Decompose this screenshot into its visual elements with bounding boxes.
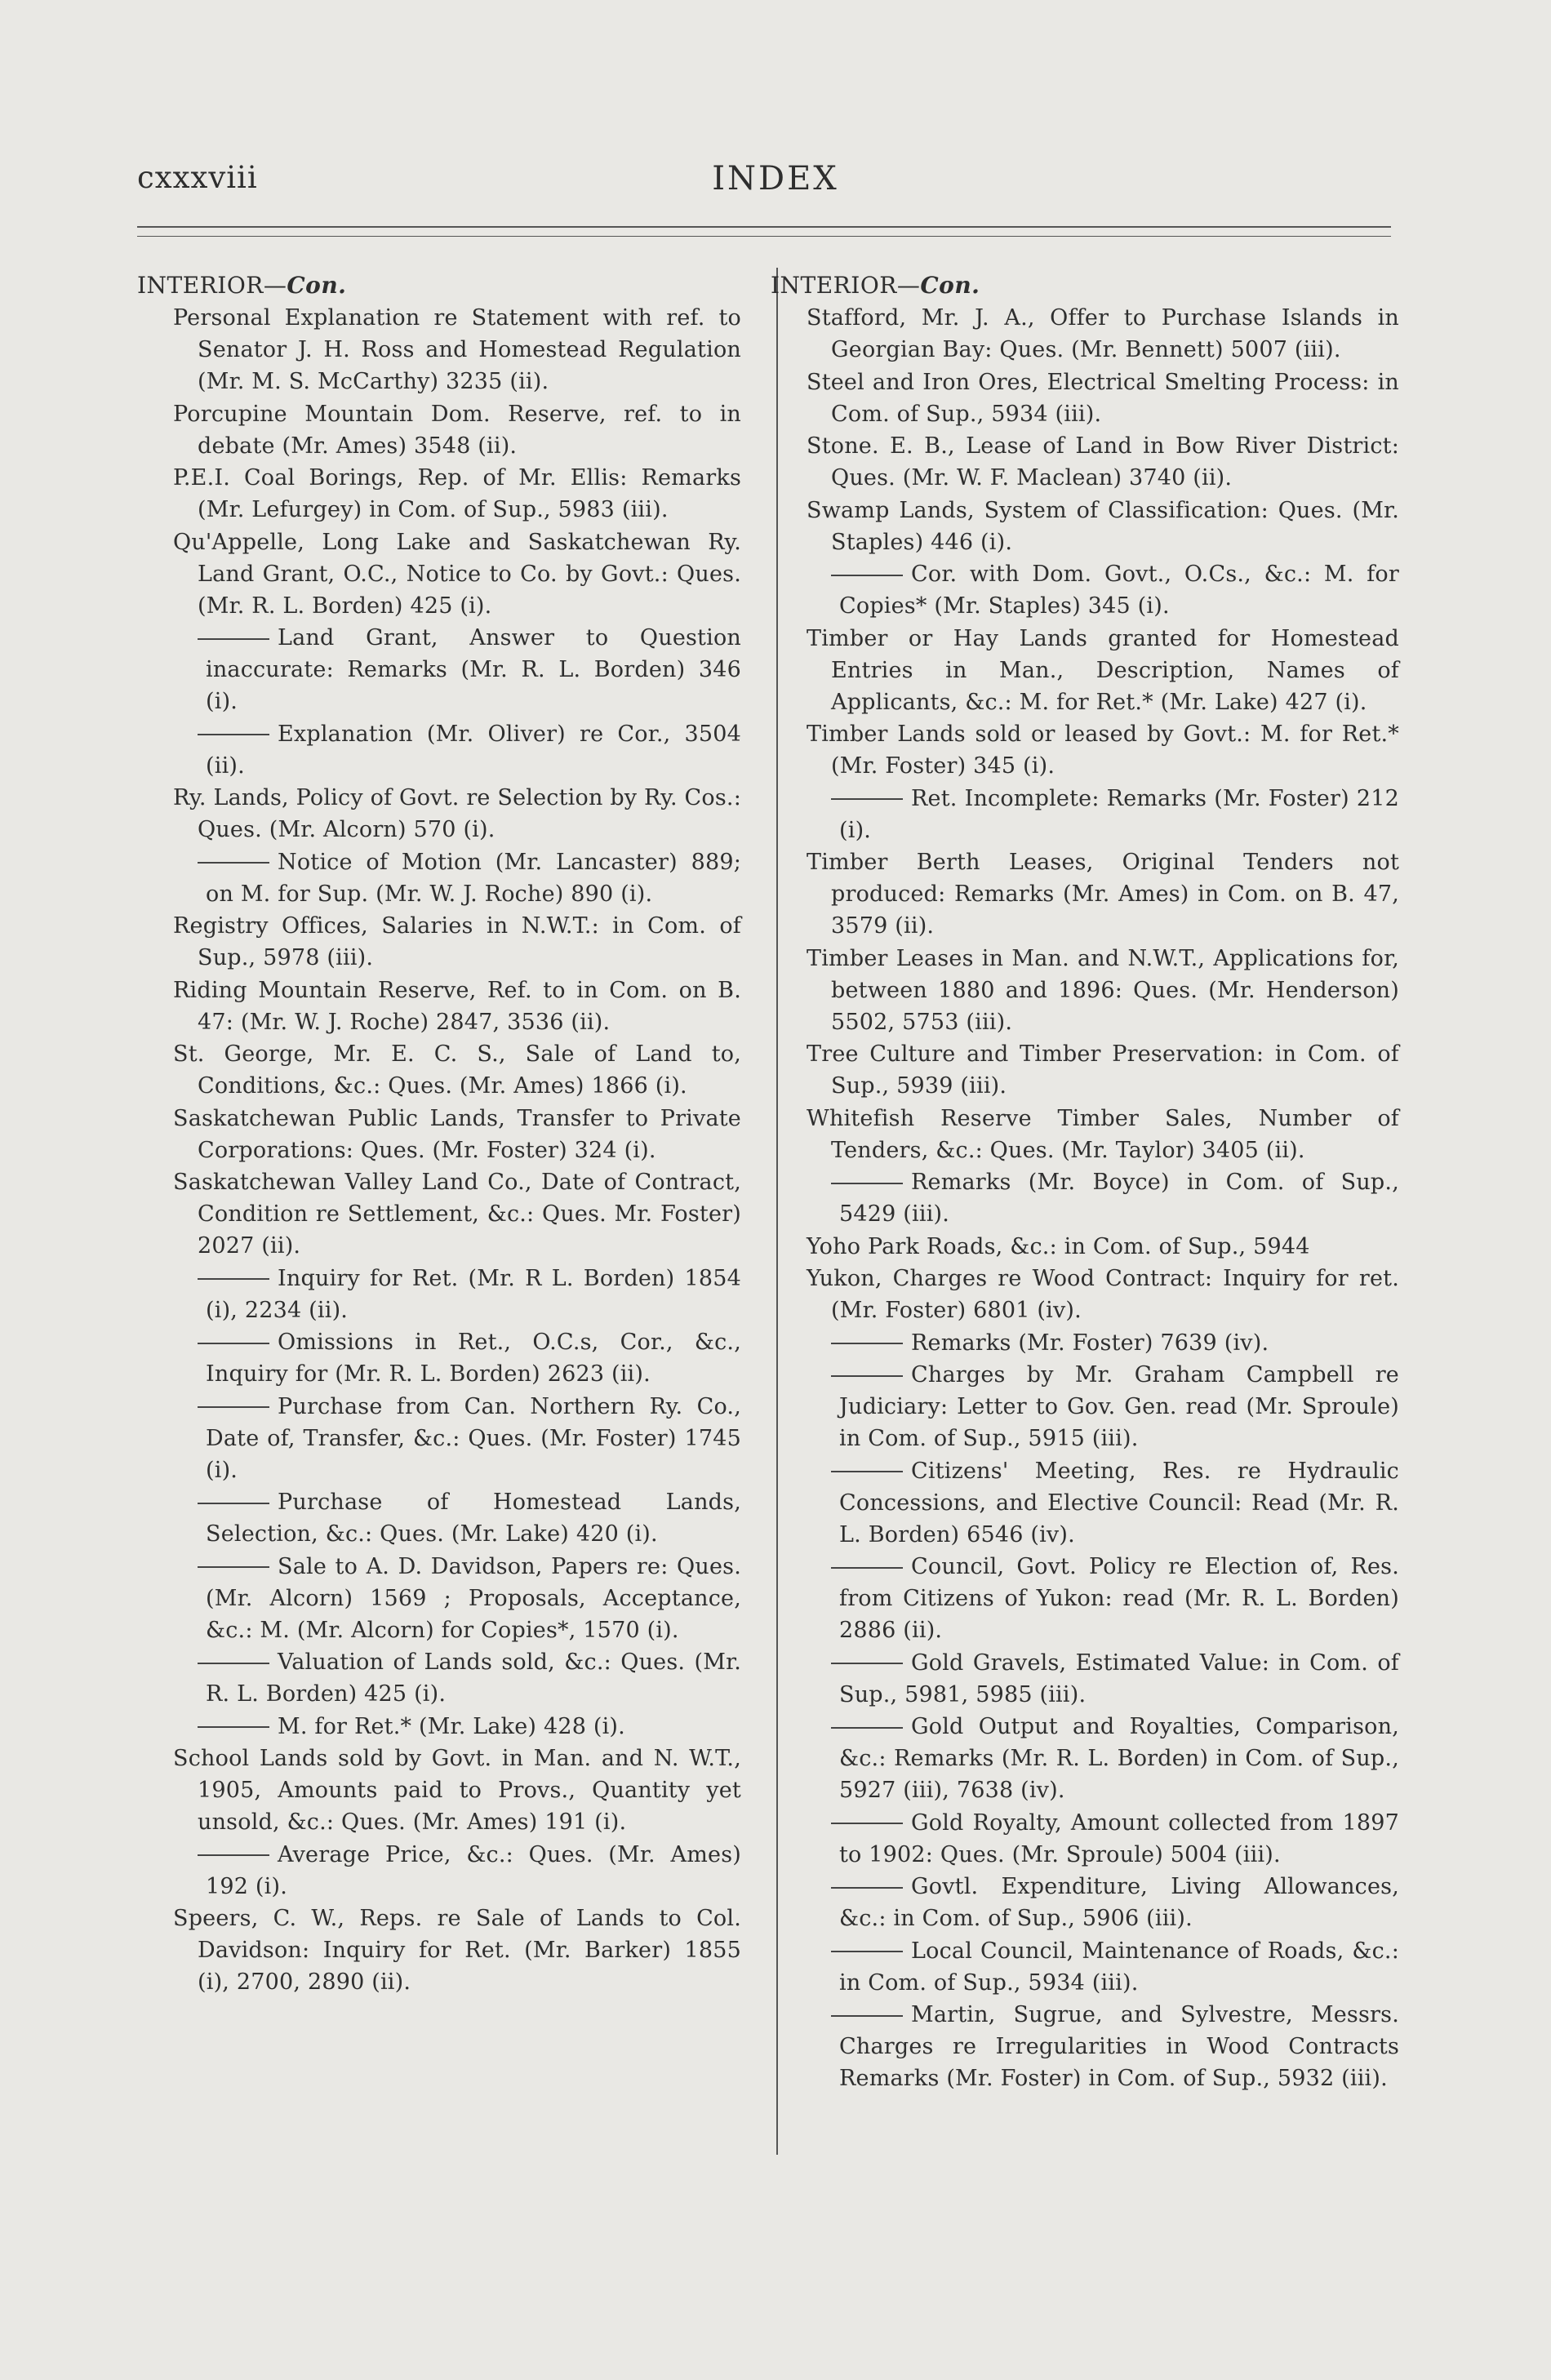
ditto-dash <box>831 575 903 576</box>
entry-text: Charges by Mr. Graham Campbell re Judiciary: Letter to Gov. Gen. read (Mr. Sproule) in Com. of Sup., 5915 (iii). <box>839 1362 1399 1451</box>
index-entry <box>807 846 1399 942</box>
entry-text: Saskatchewan Public Lands, Transfer to Private Corporations: Ques. (Mr. Foster) 324 (i). <box>173 1105 741 1163</box>
index-subentry <box>831 1999 1399 2094</box>
ditto-dash <box>831 1663 903 1664</box>
entry-text: Valuation of Lands sold, &c.: Ques. (Mr. R. L. Borden) 425 (i). <box>206 1650 741 1707</box>
ditto-dash <box>831 1951 903 1952</box>
ditto-dash <box>831 1823 903 1824</box>
entry-text: Omissions in Ret., O.C.s, Cor., &c., Inquiry for (Mr. R. L. Borden) 2623 (ii). <box>206 1330 741 1387</box>
entry-text: Govtl. Expenditure, Living Allowances, &c.: in Com. of Sup., 5906 (iii). <box>839 1874 1399 1931</box>
index-entry <box>807 430 1399 494</box>
index-entry <box>807 1263 1399 1326</box>
entry-text: Yoho Park Roads, &c.: in Com. of Sup., 5944 <box>807 1233 1310 1259</box>
entry-text: Gold Royalty, Amount collected from 1897 to 1902: Ques. (Mr. Sproule) 5004 (iii). <box>839 1809 1399 1867</box>
index-entry <box>173 782 741 846</box>
index-entry <box>173 975 741 1038</box>
entry-text: Timber Lands sold or leased by Govt.: M. for Ret.* (Mr. Foster) 345 (i). <box>807 722 1399 779</box>
entry-text: Qu'Appelle, Long Lake and Saskatchewan Ry. Land Grant, O.C., Notice to Co. by Govt.: Ques. (Mr. R. L. Borden) 425 (i). <box>173 529 741 619</box>
entry-text: Purchase from Can. Northern Ry. Co., Date of, Transfer, &c.: Ques. (Mr. Foster) 1745 (i). <box>206 1393 741 1483</box>
index-entry <box>173 462 741 526</box>
ditto-dash <box>831 798 903 800</box>
index-subentry <box>198 1391 741 1486</box>
section-heading-main: INTERIOR— <box>771 272 921 299</box>
index-subentry <box>198 622 741 717</box>
entry-text: Timber or Hay Lands granted for Homestead Entries in Man., Description, Names of Applicants, &c.: M. for Ret.* (Mr. Lake) 427 (i). <box>807 625 1399 715</box>
entry-text: Average Price, &c.: Ques. (Mr. Ames) 192 (i). <box>206 1841 741 1899</box>
ditto-dash <box>198 1566 269 1568</box>
page-header <box>0 0 1551 245</box>
ditto-dash <box>198 1726 269 1728</box>
section-heading-continued: Con. <box>287 272 347 299</box>
index-subentry <box>831 1871 1399 1934</box>
entry-text: Sale to A. D. Davidson, Papers re: Ques. (Mr. Alcorn) 1569 ; Proposals, Acceptance, &c.: M. (Mr. Alcorn) for Copies*, 1570 (i). <box>206 1553 741 1643</box>
index-column-right <box>771 269 1399 2095</box>
index-subentry <box>831 1807 1399 1871</box>
index-entry <box>173 1103 741 1166</box>
section-heading <box>771 269 1399 301</box>
index-subentry <box>831 1551 1399 1646</box>
entry-text: Remarks (Mr. Foster) 7639 (iv). <box>911 1330 1269 1356</box>
index-subentry <box>831 1935 1399 1999</box>
entry-text: Land Grant, Answer to Question inaccurate: Remarks (Mr. R. L. Borden) 346 (i). <box>206 625 741 714</box>
entry-text: Whitefish Reserve Timber Sales, Number of Tenders, &c.: Ques. (Mr. Taylor) 3405 (ii). <box>807 1105 1399 1163</box>
index-subentry <box>198 1711 741 1743</box>
section-heading <box>137 269 741 301</box>
ditto-dash <box>831 1567 903 1569</box>
index-subentry <box>831 783 1399 846</box>
index-entry <box>807 1103 1399 1166</box>
index-column-left <box>137 269 741 1999</box>
header-rule-thin <box>137 236 1391 237</box>
index-subentry <box>198 1839 741 1903</box>
entry-text: Citizens' Meeting, Res. re Hydraulic Concessions, and Elective Council: Read (Mr. R. L. Borden) 6546 (iv). <box>839 1458 1399 1547</box>
index-entries-left <box>137 302 741 1998</box>
ditto-dash <box>198 1406 269 1408</box>
index-entry <box>173 1903 741 1998</box>
entry-text: Explanation (Mr. Oliver) re Cor., 3504 (ii). <box>206 721 741 779</box>
index-entry <box>173 1166 741 1262</box>
index-subentry <box>198 1551 741 1646</box>
index-entry <box>173 398 741 462</box>
entry-text: Stafford, Mr. J. A., Offer to Purchase Islands in Georgian Bay: Ques. (Mr. Bennett) 5007 (iii). <box>807 305 1399 362</box>
entry-text: Remarks (Mr. Boyce) in Com. of Sup., 5429 (iii). <box>839 1170 1399 1227</box>
entry-text: Saskatchewan Valley Land Co., Date of Contract, Condition re Settlement, &c.: Ques. Mr. Foster) 2027 (ii). <box>173 1170 741 1259</box>
entry-text: P.E.I. Coal Borings, Rep. of Mr. Ellis: Remarks (Mr. Lefurgey) in Com. of Sup., 5983 (iii). <box>173 465 741 522</box>
index-entry <box>807 302 1399 366</box>
entry-text: Timber Leases in Man. and N.W.T., Applications for, between 1880 and 1896: Ques. (Mr. Henderson) 5502, 5753 (iii). <box>807 945 1399 1035</box>
entry-text: Local Council, Maintenance of Roads, &c.: in Com. of Sup., 5934 (iii). <box>839 1938 1399 1996</box>
index-entries-right <box>771 302 1399 2094</box>
entry-text: Porcupine Mountain Dom. Reserve, ref. to in debate (Mr. Ames) 3548 (ii). <box>173 401 741 459</box>
entry-text: Purchase of Homestead Lands, Selection, &c.: Ques. (Mr. Lake) 420 (i). <box>206 1490 741 1547</box>
entry-text: Personal Explanation re Statement with ref. to Senator J. H. Ross and Homestead Regulation (Mr. M. S. McCarthy) 3235 (ii). <box>173 305 741 394</box>
ditto-dash <box>198 1503 269 1504</box>
ditto-dash <box>831 1343 903 1344</box>
entry-text: Steel and Iron Ores, Electrical Smelting Process: in Com. of Sup., 5934 (iii). <box>807 369 1399 427</box>
entry-text: Tree Culture and Timber Preservation: in Com. of Sup., 5939 (iii). <box>807 1041 1399 1099</box>
entry-text: Registry Offices, Salaries in N.W.T.: in Com. of Sup., 5978 (iii). <box>173 913 741 970</box>
entry-text: M. for Ret.* (Mr. Lake) 428 (i). <box>278 1713 625 1739</box>
entry-text: Ret. Incomplete: Remarks (Mr. Foster) 212 (i). <box>839 785 1399 843</box>
entry-text: Gold Gravels, Estimated Value: in Com. of Sup., 5981, 5985 (iii). <box>839 1650 1399 1707</box>
index-entry <box>173 302 741 397</box>
entry-text: Timber Berth Leases, Original Tenders not produced: Remarks (Mr. Ames) in Com. on B. 47, 3579 (ii). <box>807 850 1399 939</box>
page-title: INDEX <box>712 160 839 198</box>
entry-text: Council, Govt. Policy re Election of, Res. from Citizens of Yukon: read (Mr. R. L. Borden) 2886 (ii). <box>839 1554 1399 1643</box>
entry-text: St. George, Mr. E. C. S., Sale of Land to, Conditions, &c.: Ques. (Mr. Ames) 1866 (i). <box>173 1041 741 1099</box>
index-entry <box>807 623 1399 718</box>
index-entry <box>807 366 1399 430</box>
entry-text: Inquiry for Ret. (Mr. R L. Borden) 1854 (i), 2234 (ii). <box>206 1265 741 1323</box>
ditto-dash <box>831 1887 903 1889</box>
index-subentry <box>198 718 741 782</box>
index-subentry <box>831 1711 1399 1806</box>
entry-text: Gold Output and Royalties, Comparison, &c.: Remarks (Mr. R. L. Borden) in Com. of Sup., 5927 (iii), 7638 (iv). <box>839 1714 1399 1803</box>
index-subentry <box>198 1263 741 1326</box>
ditto-dash <box>831 2015 903 2017</box>
ditto-dash <box>198 1343 269 1344</box>
ditto-dash <box>831 1375 903 1377</box>
entry-text: School Lands sold by Govt. in Man. and N. W.T., 1905, Amounts paid to Provs., Quantity yet unsold, &c.: Ques. (Mr. Ames) 191 (i). <box>173 1746 741 1835</box>
index-entry <box>173 1038 741 1102</box>
ditto-dash <box>831 1183 903 1184</box>
index-subentry <box>831 1647 1399 1711</box>
ditto-dash <box>831 1727 903 1729</box>
index-entry <box>807 1231 1399 1263</box>
entry-text: Speers, C. W., Reps. re Sale of Lands to Col. Davidson: Inquiry for Ret. (Mr. Barker) 1855 (i), 2700, 2890 (ii). <box>173 1906 741 1995</box>
index-entry <box>807 1038 1399 1102</box>
ditto-dash <box>198 1854 269 1856</box>
index-subentry <box>831 1166 1399 1230</box>
ditto-dash <box>831 1471 903 1472</box>
index-subentry <box>831 558 1399 622</box>
section-heading-continued: Con. <box>920 272 980 299</box>
index-subentry <box>198 1646 741 1710</box>
index-subentry <box>831 1359 1399 1454</box>
entry-text: Ry. Lands, Policy of Govt. re Selection by Ry. Cos.: Ques. (Mr. Alcorn) 570 (i). <box>173 785 741 842</box>
entry-text: Martin, Sugrue, and Sylvestre, Messrs. Charges re Irregularities in Wood Contracts Remarks (Mr. Foster) in Com. of Sup., 5932 (iii). <box>839 2002 1399 2091</box>
entry-text: Stone. E. B., Lease of Land in Bow River District: Ques. (Mr. W. F. Maclean) 3740 (ii). <box>807 433 1399 491</box>
entry-text: Cor. with Dom. Govt., O.Cs., &c.: M. for Copies* (Mr. Staples) 345 (i). <box>839 562 1399 619</box>
section-heading-main: INTERIOR— <box>137 272 287 299</box>
ditto-dash <box>198 638 269 640</box>
ditto-dash <box>198 862 269 864</box>
ditto-dash <box>198 1278 269 1280</box>
index-entry <box>807 943 1399 1038</box>
ditto-dash <box>198 734 269 735</box>
index-entry <box>807 495 1399 558</box>
index-subentry <box>831 1327 1399 1359</box>
entry-text: Swamp Lands, System of Classification: Ques. (Mr. Staples) 446 (i). <box>807 497 1399 555</box>
index-entry <box>173 1743 741 1838</box>
index-subentry <box>198 846 741 910</box>
index-subentry <box>831 1455 1399 1551</box>
index-entry <box>173 526 741 622</box>
entry-text: Yukon, Charges re Wood Contract: Inquiry for ret. (Mr. Foster) 6801 (iv). <box>807 1266 1399 1323</box>
index-subentry <box>198 1326 741 1390</box>
index-subentry <box>198 1486 741 1550</box>
header-rule <box>137 226 1391 228</box>
entry-text: Riding Mountain Reserve, Ref. to in Com. on B. 47: (Mr. W. J. Roche) 2847, 3536 (ii). <box>173 977 741 1035</box>
index-entry <box>173 910 741 974</box>
index-entry <box>807 718 1399 782</box>
page-folio: cxxxviii <box>137 160 258 195</box>
entry-text: Notice of Motion (Mr. Lancaster) 889; on M. for Sup. (Mr. W. J. Roche) 890 (i). <box>206 849 741 907</box>
ditto-dash <box>198 1663 269 1664</box>
